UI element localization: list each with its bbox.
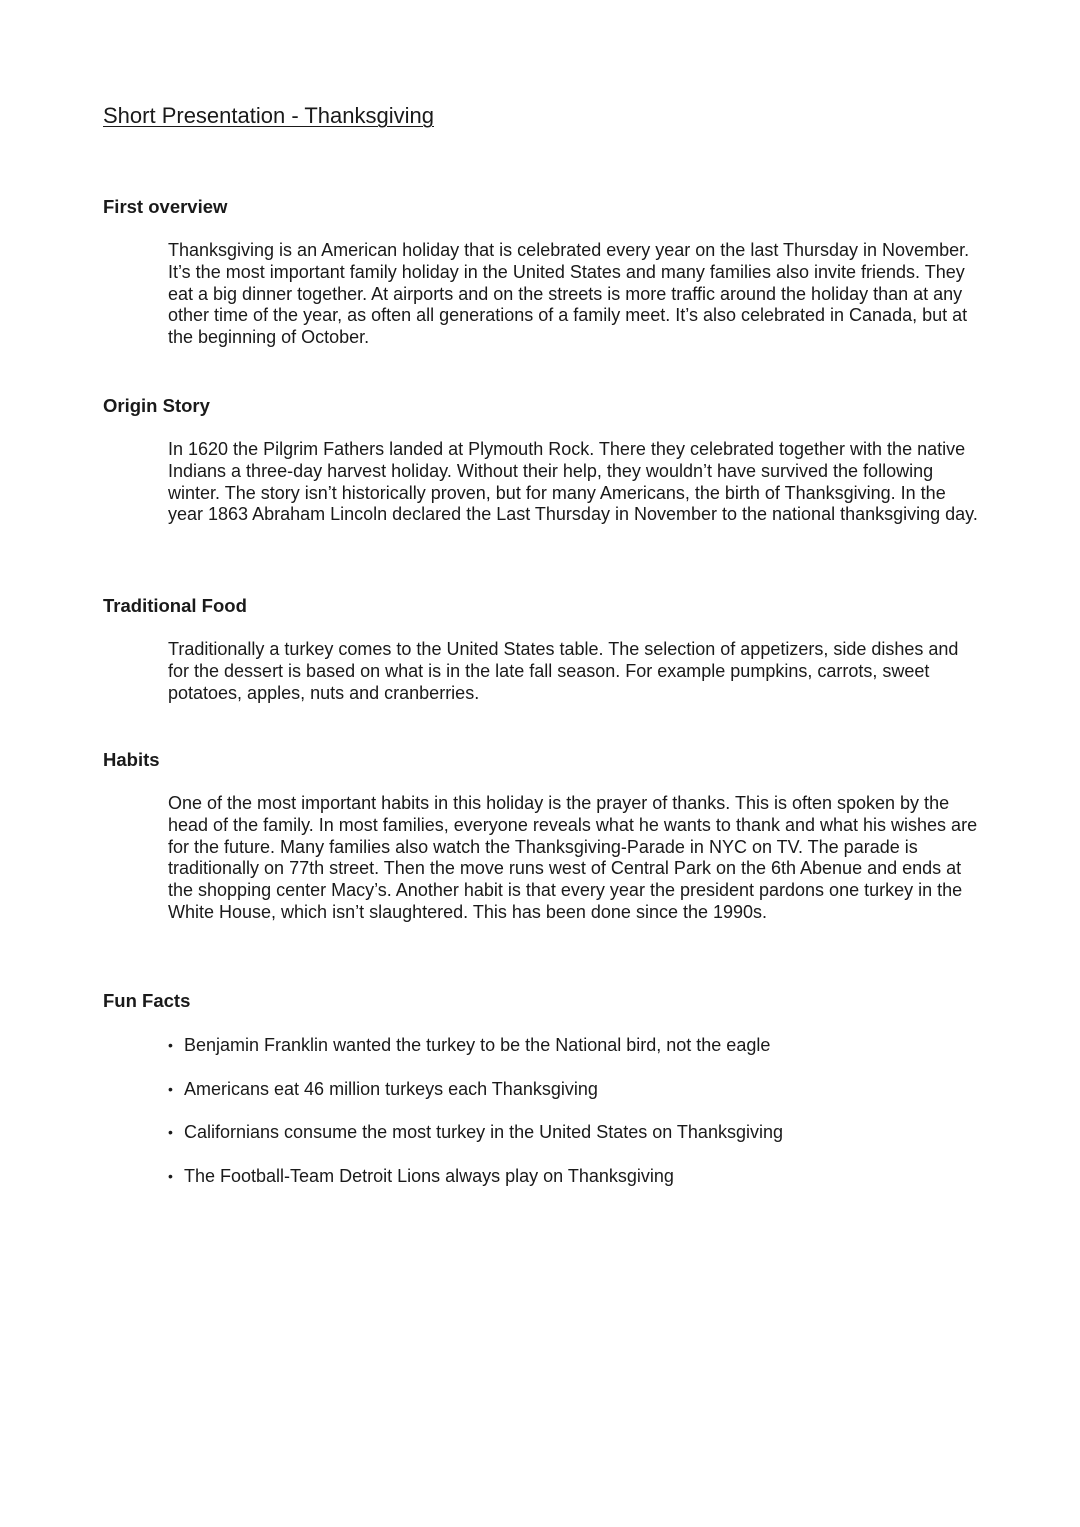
fun-fact-text: Americans eat 46 million turkeys each Thanksgiving [184, 1078, 598, 1099]
fun-fact-text: The Football-Team Detroit Lions always play on Thanksgiving [184, 1165, 674, 1186]
section-heading-habits: Habits [103, 749, 160, 770]
section-heading-traditional-food: Traditional Food [103, 595, 247, 616]
bullet-icon: • [168, 1037, 173, 1053]
section-heading-fun-facts: Fun Facts [103, 990, 191, 1011]
fun-fact-item [168, 1076, 783, 1120]
fun-fact-text: Benjamin Franklin wanted the turkey to be the National bird, not the eagle [184, 1035, 771, 1055]
section-heading-origin-story: Origin Story [103, 395, 210, 416]
section-body-origin-story: In 1620 the Pilgrim Fathers landed at Plymouth Rock. There they celebrated together with the native Indians a three-day harvest holiday. Without their help, they wouldn’t have survived the following winter. The story isn’t historically proven, but for many Americans, the birth of Thanksgiving. In the year 1863 Abraham Lincoln declared the Last Thursday in November to the national thanksgiving day. [168, 439, 978, 525]
fun-fact-item [168, 1163, 783, 1207]
fun-fact-item [168, 1119, 783, 1163]
section-body-habits: One of the most important habits in this holiday is the prayer of thanks. This is often spoken by the head of the family. In most families, everyone reveals what he wants to thank and what his wishes are for the future. Many families also watch the Thanksgiving-Parade in NYC on TV. The parade is traditionally on 77th street. Then the move runs west of Central Park on the 6th Abenue and ends at the shopping center Macy’s. Another habit is that every year the president pardons one turkey in the White House, which isn’t slaughtered. This has been done since the 1990s. [168, 793, 978, 922]
fun-fact-text: Californians consume the most turkey in the United States on Thanksgiving [184, 1122, 783, 1143]
fun-facts-list [168, 1032, 783, 1206]
section-body-first-overview: Thanksgiving is an American holiday that is celebrated every year on the last Thursday in November. It’s the most important family holiday in the United States and many families also invite friends. They eat a big dinner together. At airports and on the streets is more traffic around the holiday than at any other time of the year, as often all generations of a family meet. It’s also celebrated in Canada, but at the beginning of October. [168, 240, 970, 348]
document-title: Short Presentation - Thanksgiving [103, 103, 434, 128]
bullet-icon: • [168, 1124, 173, 1141]
bullet-icon: • [168, 1167, 173, 1184]
fun-fact-item [168, 1032, 783, 1076]
section-heading-first-overview: First overview [103, 196, 228, 217]
section-body-traditional-food: Traditionally a turkey comes to the United States table. The selection of appetizers, side dishes and for the dessert is based on what is in the late fall season. For example pumpkins, carrots, sweet potatoes, apples, nuts and cranberries. [168, 639, 959, 703]
bullet-icon: • [168, 1080, 173, 1097]
